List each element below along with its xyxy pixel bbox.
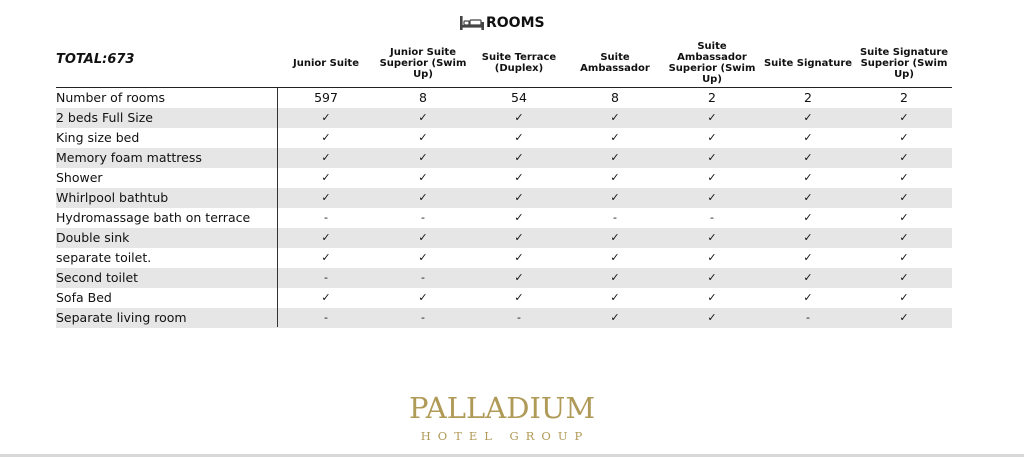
table-cell: ✓ (707, 311, 717, 324)
column-header: Suite Terrace (Duplex) (481, 52, 557, 74)
row-label: Sofa Bed (56, 290, 112, 305)
table-cell: ✓ (803, 271, 813, 284)
row-label: Number of rooms (56, 90, 166, 105)
table-cell: ✓ (321, 151, 331, 164)
column-header: Suite Ambassador (580, 52, 650, 74)
row-label: Separate living room (56, 310, 187, 325)
table-cell: ✓ (707, 291, 717, 304)
table-row (56, 208, 952, 228)
table-cell: ✓ (321, 251, 331, 264)
table-cell: - (324, 311, 328, 324)
table-cell: ✓ (418, 131, 428, 144)
table-row (56, 228, 952, 248)
table-cell: ✓ (899, 251, 909, 264)
table-cell: ✓ (610, 191, 620, 204)
column-header: Suite Signature Superior (Swim Up) (859, 46, 949, 80)
table-cell: ✓ (514, 251, 524, 264)
table-cell: ✓ (321, 131, 331, 144)
table-cell: ✓ (514, 211, 524, 224)
row-label: Double sink (56, 230, 130, 245)
table-cell: ✓ (514, 151, 524, 164)
table-row (56, 268, 952, 288)
table-cell: ✓ (610, 131, 620, 144)
section-title (459, 11, 545, 35)
table-cell: 2 (708, 90, 716, 105)
table-cell: ✓ (899, 151, 909, 164)
table-cell: ✓ (610, 271, 620, 284)
table-cell: ✓ (321, 191, 331, 204)
table-cell: ✓ (610, 291, 620, 304)
table-row (56, 288, 952, 308)
table-row (56, 128, 952, 148)
table-cell: ✓ (803, 251, 813, 264)
table-cell: ✓ (418, 231, 428, 244)
column-header: Junior Suite Superior (Swim Up) (379, 46, 467, 80)
logo-wordmark: PALLADIUM (408, 391, 596, 425)
table-cell: ✓ (899, 111, 909, 124)
table-row (56, 308, 952, 328)
table-cell: ✓ (803, 291, 813, 304)
table-cell: ✓ (514, 131, 524, 144)
table-cell: ✓ (514, 271, 524, 284)
table-cell: ✓ (418, 111, 428, 124)
table-cell: - (421, 311, 425, 324)
table-cell: ✓ (707, 251, 717, 264)
logo-tagline: HOTEL GROUP (420, 429, 590, 443)
table-cell: 54 (511, 90, 527, 105)
table-cell: 8 (419, 90, 427, 105)
table-cell: ✓ (321, 231, 331, 244)
table-cell: ✓ (610, 311, 620, 324)
table-cell: - (324, 271, 328, 284)
row-label: King size bed (56, 130, 140, 145)
table-cell: ✓ (707, 111, 717, 124)
table-cell: ✓ (610, 231, 620, 244)
palladium-logo (400, 392, 604, 445)
label-column-divider (277, 88, 278, 327)
table-cell: ✓ (418, 171, 428, 184)
row-label: Shower (56, 170, 103, 185)
row-label: Second toilet (56, 270, 139, 285)
row-label: Hydromassage bath on terrace (56, 210, 251, 225)
table-cell: ✓ (514, 111, 524, 124)
table-cell: ✓ (321, 291, 331, 304)
row-label: Memory foam mattress (56, 150, 202, 165)
table-row (56, 108, 952, 128)
section-title-text: ROOMS (486, 15, 545, 31)
table-row (56, 188, 952, 208)
column-header: Suite Ambassador Superior (Swim Up) (668, 41, 756, 85)
table-cell: - (421, 211, 425, 224)
table-cell: ✓ (899, 271, 909, 284)
table-cell: ✓ (707, 171, 717, 184)
table-cell: ✓ (899, 171, 909, 184)
row-label: 2 beds Full Size (56, 110, 153, 125)
table-cell: ✓ (707, 271, 717, 284)
table-cell: 597 (314, 90, 338, 105)
table-cell: ✓ (803, 171, 813, 184)
table-cell: 2 (900, 90, 908, 105)
table-cell: 8 (611, 90, 619, 105)
table-row (56, 148, 952, 168)
table-cell: ✓ (610, 251, 620, 264)
table-cell: ✓ (610, 151, 620, 164)
table-cell: ✓ (418, 151, 428, 164)
table-cell: ✓ (803, 191, 813, 204)
table-cell: - (324, 211, 328, 224)
table-cell: - (421, 271, 425, 284)
table-row (56, 88, 952, 108)
column-header: Suite Signature (763, 57, 853, 69)
table-cell: ✓ (321, 171, 331, 184)
table-cell: ✓ (803, 151, 813, 164)
table-cell: ✓ (803, 231, 813, 244)
table-cell: - (710, 211, 714, 224)
table-cell: ✓ (514, 171, 524, 184)
table-cell: 2 (804, 90, 812, 105)
bed-icon (459, 15, 486, 31)
table-row (56, 168, 952, 188)
table-cell: ✓ (418, 191, 428, 204)
table-cell: ✓ (899, 191, 909, 204)
table-cell: ✓ (707, 231, 717, 244)
table-cell: - (613, 211, 617, 224)
table-cell: ✓ (514, 291, 524, 304)
table-cell: ✓ (899, 211, 909, 224)
table-cell: ✓ (610, 171, 620, 184)
row-label: Whirlpool bathtub (56, 190, 169, 205)
table-cell: ✓ (610, 111, 620, 124)
row-label: separate toilet. (56, 250, 152, 265)
table-cell: ✓ (899, 291, 909, 304)
table-cell: ✓ (899, 131, 909, 144)
table-cell: ✓ (803, 111, 813, 124)
table-cell: ✓ (418, 251, 428, 264)
table-cell: - (806, 311, 810, 324)
table-cell: ✓ (418, 291, 428, 304)
table-cell: - (517, 311, 521, 324)
table-cell: ✓ (707, 151, 717, 164)
table-cell: ✓ (899, 231, 909, 244)
table-cell: ✓ (707, 131, 717, 144)
table-cell: ✓ (514, 191, 524, 204)
table-cell: ✓ (803, 131, 813, 144)
total-rooms-label: TOTAL:673 (56, 52, 135, 67)
table-cell: ✓ (803, 211, 813, 224)
table-row (56, 248, 952, 268)
table-cell: ✓ (707, 191, 717, 204)
table-cell: ✓ (514, 231, 524, 244)
column-header: Junior Suite (293, 57, 359, 69)
table-cell: ✓ (899, 311, 909, 324)
table-cell: ✓ (321, 111, 331, 124)
